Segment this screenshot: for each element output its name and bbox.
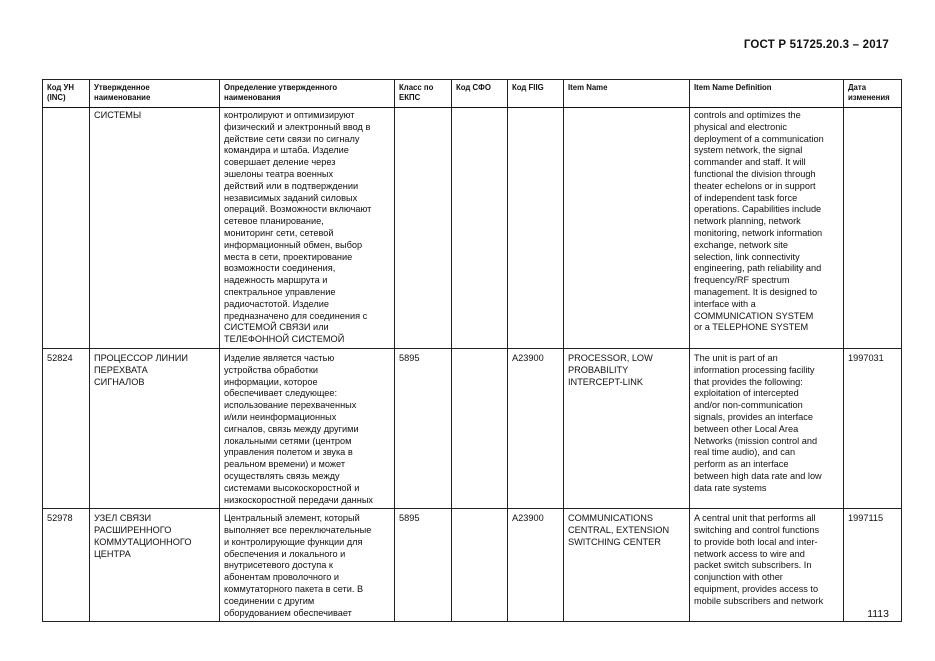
cell-date: 1997031 — [844, 348, 902, 508]
table-row — [43, 509, 902, 622]
cell-item-name: COMMUNICATIONS CENTRAL, EXTENSION SWITCHING CENTER — [564, 509, 690, 622]
cell-definition: Изделие является частью устройства обработки информации, которое обеспечивает следующее: использование перехваченных и/или неинформационных сигналов, связь между другими локальными сетями (центром управления полетом и звука в реальном времени) и может осуществлять связь между системами высокоскоростной и низкоскоростной передачи данных — [220, 348, 395, 508]
col-header-inc: Код УН (INC) — [43, 80, 90, 108]
cell-code: 52978 — [43, 509, 90, 622]
cell-name: СИСТЕМЫ — [90, 108, 220, 349]
page-number: 1113 — [867, 608, 889, 620]
cell-class — [395, 108, 452, 349]
col-header-item-name: Item Name — [564, 80, 690, 108]
cell-code: 52824 — [43, 348, 90, 508]
cell-sfo — [452, 108, 508, 349]
catalog-table — [42, 79, 902, 622]
cell-definition: Центральный элемент, который выполняет все переключательные и контролирующие функции для обеспечения и локального и внутрисетевого доступа к абонентам проволочного и коммутаторного пакета в сети. В соединении с другим оборудованием обеспечивает — [220, 509, 395, 622]
cell-sfo — [452, 509, 508, 622]
table-row — [43, 348, 902, 508]
cell-code — [43, 108, 90, 349]
cell-sfo — [452, 348, 508, 508]
cell-date — [844, 108, 902, 349]
col-header-sfo: Код СФО — [452, 80, 508, 108]
cell-class: 5895 — [395, 348, 452, 508]
cell-class: 5895 — [395, 509, 452, 622]
col-header-definition: Определение утвержденного наименования — [220, 80, 395, 108]
cell-item-definition: controls and optimizes the physical and electronic deployment of a communication system network, the signal commander and staff. It will functional the division through theater echelons or in support of independent task force operations. Capabilities include network planning, network monitoring, network information exchange, network site selection, link connectivity engineering, path reliability and frequency/RF spectrum management. It is designed to interface with a COMMUNICATION SYSTEM or a TELEPHONE SYSTEM — [690, 108, 844, 349]
table-row — [43, 108, 902, 349]
cell-date: 1997115 — [844, 509, 902, 622]
table-header-row — [43, 80, 902, 108]
col-header-class: Класс по ЕКПС — [395, 80, 452, 108]
cell-item-definition: The unit is part of an information processing facility that provides the following: exploitation of intercepted and/or non-communication signals, provides an interface between other Local Area Networks (mission control and real time audio), and can perform as an interface between high data rate and low data rate systems — [690, 348, 844, 508]
col-header-approved-name: Утвержденное наименование — [90, 80, 220, 108]
cell-item-name: PROCESSOR, LOW PROBABILITY INTERCEPT-LINK — [564, 348, 690, 508]
col-header-fiig: Код FIIG — [508, 80, 564, 108]
cell-fiig: A23900 — [508, 348, 564, 508]
col-header-date: Дата изменения — [844, 80, 902, 108]
cell-fiig — [508, 108, 564, 349]
cell-definition: контролируют и оптимизируют физический и электронный ввод в действие сети связи по сигналу командира и штаба. Изделие совершает деление через эшелоны театра военных действий или в подтверждении независимых заданий силовых операций. Возможности включают сетевое планирование, мониторинг сети, сетевой информационный обмен, выбор места в сети, проектирование возможности соединения, надежность маршрута и спектральное управление радиочастотой. Изделие предназначено для соединения с СИСТЕМОЙ СВЯЗИ или ТЕЛЕФОННОЙ СИСТЕМОЙ — [220, 108, 395, 349]
cell-name: УЗЕЛ СВЯЗИ РАСШИРЕННОГО КОММУТАЦИОННОГО ЦЕНТРА — [90, 509, 220, 622]
standard-designation: ГОСТ Р 51725.20.3 – 2017 — [743, 39, 889, 51]
col-header-item-definition: Item Name Definition — [690, 80, 844, 108]
cell-fiig: A23900 — [508, 509, 564, 622]
cell-item-definition: A central unit that performs all switching and control functions to provide both local and inter- network access to wire and packet switch subscribers. In conjunction with other equipment, provides access to mobile subscribers and network — [690, 509, 844, 622]
cell-name: ПРОЦЕССОР ЛИНИИ ПЕРЕХВАТА СИГНАЛОВ — [90, 348, 220, 508]
cell-item-name — [564, 108, 690, 349]
